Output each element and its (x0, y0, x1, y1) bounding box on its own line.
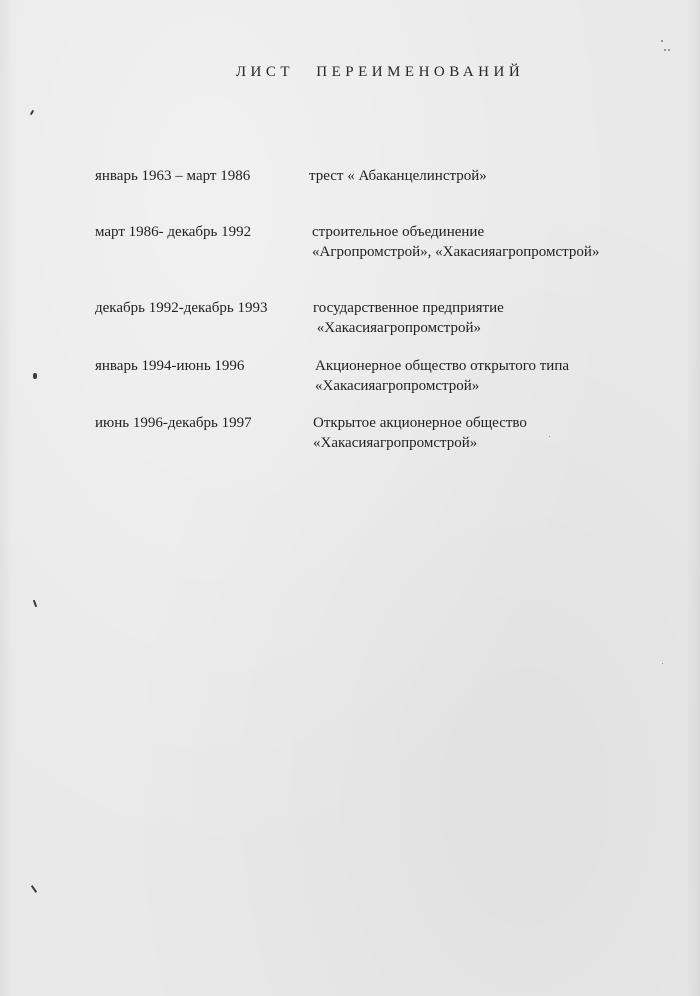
rename-entry (0, 222, 700, 282)
entry-organization (313, 413, 527, 453)
entry-period: март 1986- декабрь 1992 (95, 224, 252, 240)
scan-speck (662, 663, 663, 664)
entry-period: январь 1994-июнь 1996 (95, 358, 245, 374)
rename-entry (0, 166, 700, 226)
scan-speck (664, 49, 666, 51)
scan-speck (549, 436, 550, 437)
scan-mark (31, 885, 37, 893)
rename-entry (0, 413, 700, 473)
scan-mark (33, 373, 37, 379)
organization-line: государственное предприятие (313, 300, 504, 316)
organization-line: трест « Абаканцелинстрой» (309, 168, 487, 184)
entry-period: декабрь 1992-декабрь 1993 (95, 300, 268, 316)
page-title: ЛИСТ ПЕРЕИМЕНОВАНИЙ (235, 64, 525, 80)
rename-entry (0, 298, 700, 358)
entry-organization (309, 166, 487, 186)
organization-line: «Хакасияагропромстрой» (315, 378, 480, 394)
organization-line: «Хакасияагропромстрой» (313, 320, 482, 336)
scan-mark (30, 110, 34, 115)
entry-organization (312, 222, 599, 262)
rename-entry (0, 356, 700, 416)
organization-line: «Хакасияагропромстрой» (313, 435, 478, 451)
organization-line: Акционерное общество открытого типа (315, 358, 570, 374)
entry-period: январь 1963 – март 1986 (95, 168, 251, 184)
organization-line: «Агропромстрой», «Хакасияагропромстрой» (312, 244, 600, 260)
entry-organization (315, 356, 569, 396)
organization-line: строительное объединение (312, 224, 485, 240)
scan-speck (661, 40, 663, 42)
entry-period: июнь 1996-декабрь 1997 (95, 415, 252, 431)
scan-speck (668, 49, 670, 51)
entry-organization (313, 298, 504, 338)
scan-mark (33, 600, 37, 607)
organization-line: Открытое акционерное общество (313, 415, 527, 431)
